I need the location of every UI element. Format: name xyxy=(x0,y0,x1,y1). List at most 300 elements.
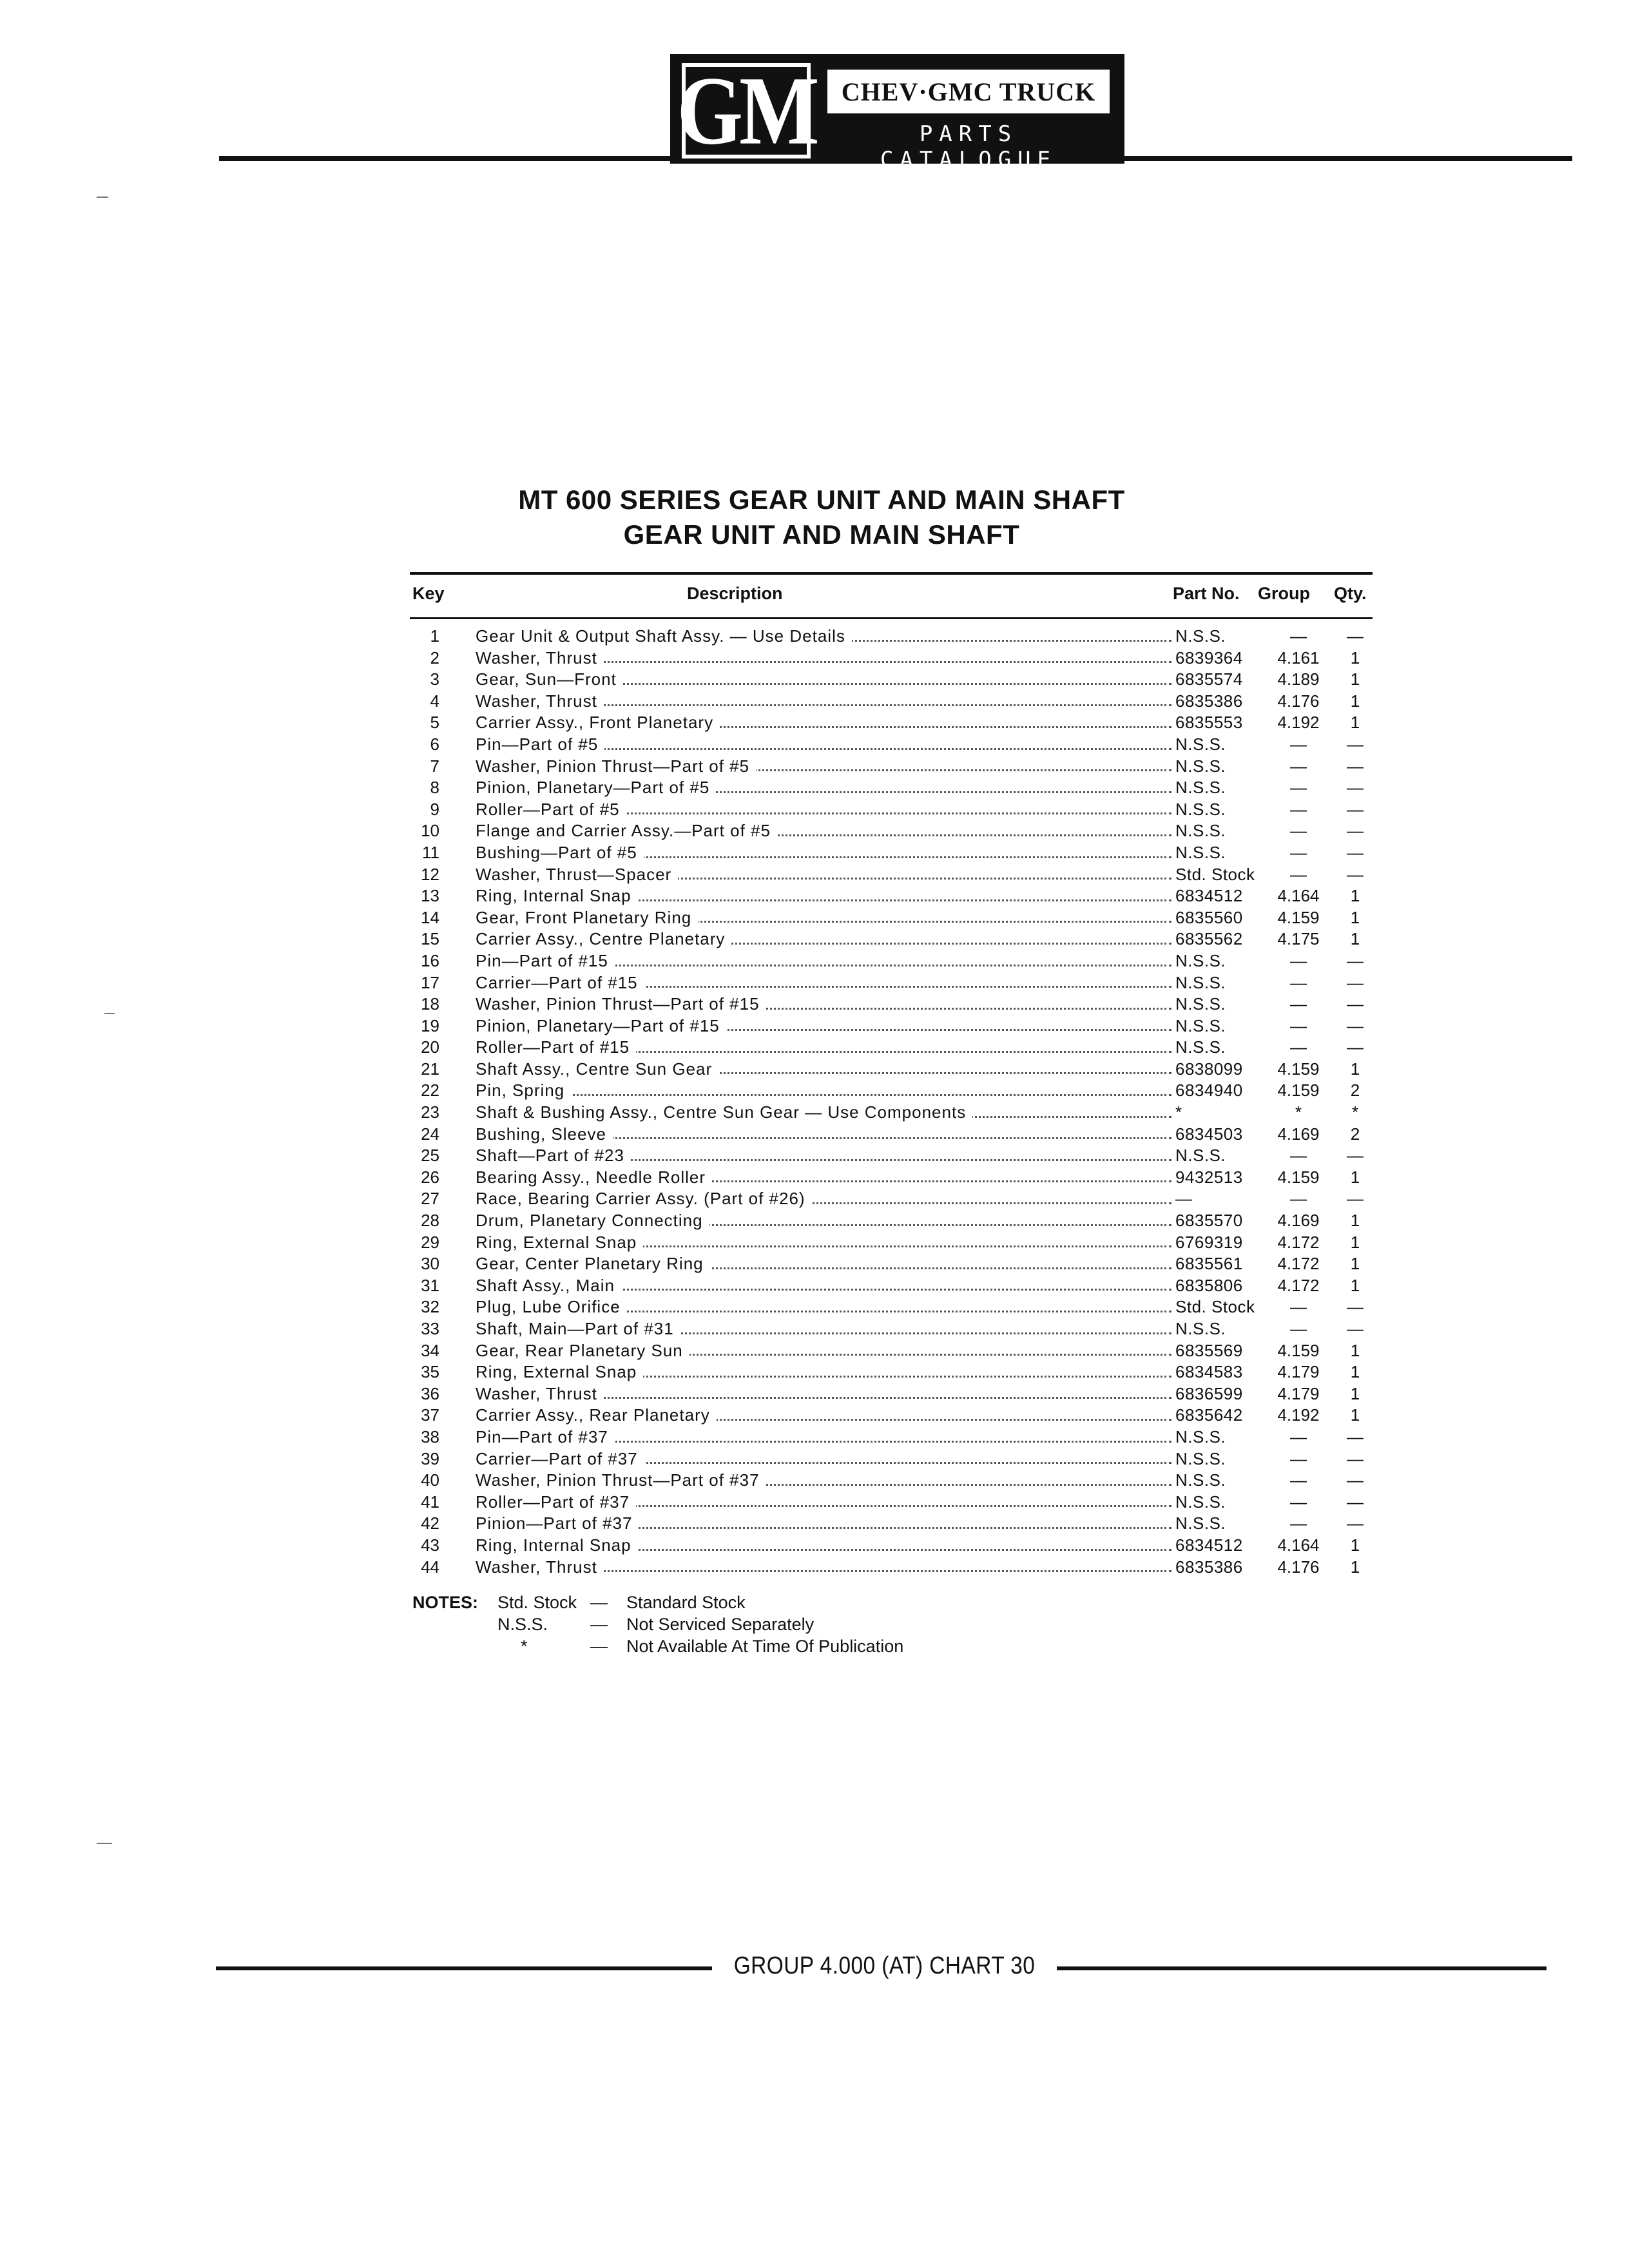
table-row xyxy=(410,669,1373,691)
row-key: 35 xyxy=(421,1362,439,1382)
row-description xyxy=(476,1232,1179,1254)
row-group: 4.176 xyxy=(1277,1557,1320,1577)
row-group: — xyxy=(1290,972,1307,992)
margin-speck xyxy=(97,1843,112,1844)
row-description xyxy=(476,1210,1179,1232)
table-row xyxy=(410,1167,1373,1189)
row-qty: 1 xyxy=(1350,1405,1360,1425)
note-meaning: Standard Stock xyxy=(626,1593,746,1612)
row-part-no: 6834512 xyxy=(1175,886,1243,906)
row-description-text: Drum, Planetary Connecting xyxy=(476,1211,709,1230)
row-description xyxy=(476,907,1179,929)
row-description-text: Roller—Part of #5 xyxy=(476,800,626,819)
row-key: 6 xyxy=(430,734,439,754)
row-group: — xyxy=(1290,821,1307,841)
row-description-text: Gear, Center Planetary Ring xyxy=(476,1254,710,1273)
table-row xyxy=(410,1145,1373,1167)
row-key: 20 xyxy=(421,1037,439,1057)
row-part-no: N.S.S. xyxy=(1175,1037,1226,1057)
row-description-text: Gear, Front Planetary Ring xyxy=(476,908,698,927)
row-part-no: 6835562 xyxy=(1175,929,1243,949)
row-description-text: Plug, Lube Orifice xyxy=(476,1297,627,1316)
table-row xyxy=(410,1405,1373,1427)
row-key: 7 xyxy=(430,756,439,776)
row-description-text: Ring, Internal Snap xyxy=(476,1535,638,1555)
row-description xyxy=(476,1535,1179,1557)
row-description-text: Carrier—Part of #37 xyxy=(476,1449,644,1468)
row-qty: 1 xyxy=(1350,929,1360,949)
margin-speck xyxy=(97,197,108,198)
row-key: 30 xyxy=(421,1254,439,1274)
row-key: 32 xyxy=(421,1297,439,1317)
table-row xyxy=(410,1059,1373,1081)
row-key: 2 xyxy=(430,648,439,668)
note-dash: — xyxy=(590,1637,608,1656)
row-part-no: N.S.S. xyxy=(1175,821,1226,841)
row-group: 4.179 xyxy=(1277,1362,1320,1382)
row-group: 4.172 xyxy=(1277,1232,1320,1252)
row-part-no: N.S.S. xyxy=(1175,626,1226,646)
row-group: 4.175 xyxy=(1277,929,1320,949)
row-qty: — xyxy=(1347,1514,1364,1533)
row-key: 37 xyxy=(421,1405,439,1425)
row-description-text: Ring, External Snap xyxy=(476,1362,643,1381)
row-description-text: Carrier Assy., Front Planetary xyxy=(476,713,720,732)
row-description-text: Pin, Spring xyxy=(476,1081,571,1100)
row-part-no: 6835561 xyxy=(1175,1254,1243,1274)
row-key: 5 xyxy=(430,713,439,733)
row-description xyxy=(476,648,1179,669)
row-description xyxy=(476,1124,1179,1146)
row-group: — xyxy=(1290,626,1307,646)
row-qty: 1 xyxy=(1350,1362,1360,1382)
table-row xyxy=(410,1275,1373,1297)
row-key: 18 xyxy=(421,994,439,1014)
row-description-text: Washer, Thrust xyxy=(476,1384,604,1403)
note-meaning: Not Serviced Separately xyxy=(626,1615,815,1634)
row-qty: — xyxy=(1347,1448,1364,1468)
table-header-rule xyxy=(410,617,1373,619)
row-qty: — xyxy=(1347,1015,1364,1035)
table-row xyxy=(410,799,1373,821)
table-row xyxy=(410,1492,1373,1514)
row-group: 4.164 xyxy=(1277,886,1320,906)
column-header-key: Key xyxy=(412,584,445,603)
row-description xyxy=(476,972,1179,994)
table-row xyxy=(410,972,1373,994)
row-description-text: Carrier Assy., Rear Planetary xyxy=(476,1405,717,1425)
row-description xyxy=(476,1448,1179,1470)
row-description xyxy=(476,1513,1179,1535)
row-description xyxy=(476,1296,1179,1318)
row-part-no: 6834583 xyxy=(1175,1362,1243,1382)
table-row xyxy=(410,1557,1373,1579)
row-description xyxy=(476,1427,1179,1448)
row-key: 14 xyxy=(421,907,439,927)
row-part-no: N.S.S. xyxy=(1175,778,1226,798)
row-qty: — xyxy=(1347,864,1364,884)
row-qty: — xyxy=(1347,821,1364,841)
row-qty: 1 xyxy=(1350,886,1360,906)
row-key: 11 xyxy=(422,842,439,862)
row-group: 4.159 xyxy=(1277,1059,1320,1079)
row-key: 26 xyxy=(421,1167,439,1187)
row-part-no: N.S.S. xyxy=(1175,1470,1226,1490)
row-description-text: Gear, Rear Planetary Sun xyxy=(476,1341,689,1360)
row-qty: 1 xyxy=(1350,691,1360,711)
row-description xyxy=(476,734,1179,756)
note-abbreviation: N.S.S. xyxy=(497,1615,548,1634)
gm-logo xyxy=(677,55,816,165)
row-description xyxy=(476,1188,1179,1210)
row-description-text: Flange and Carrier Assy.—Part of #5 xyxy=(476,821,777,840)
row-description xyxy=(476,1145,1179,1167)
parts-table xyxy=(410,572,1373,1578)
row-description-text: Gear, Sun—Front xyxy=(476,669,623,689)
row-description-text: Pinion, Planetary—Part of #5 xyxy=(476,778,716,797)
table-row xyxy=(410,1383,1373,1405)
row-description-text: Shaft—Part of #23 xyxy=(476,1146,631,1165)
row-key: 38 xyxy=(421,1427,439,1446)
row-qty: — xyxy=(1347,1319,1364,1338)
row-description-text: Shaft Assy., Main xyxy=(476,1276,621,1295)
row-qty: — xyxy=(1347,1427,1364,1446)
row-description xyxy=(476,1557,1179,1579)
table-row xyxy=(410,1448,1373,1470)
row-group: * xyxy=(1295,1102,1302,1122)
row-key: 8 xyxy=(430,778,439,798)
row-key: 41 xyxy=(421,1492,439,1512)
row-group: — xyxy=(1290,734,1307,754)
page-title: MT 600 SERIES GEAR UNIT AND MAIN SHAFT xyxy=(518,485,1125,515)
row-qty: * xyxy=(1351,1102,1359,1122)
row-description xyxy=(476,1340,1179,1362)
row-description xyxy=(476,1470,1179,1492)
row-part-no: N.S.S. xyxy=(1175,842,1226,862)
row-qty: 1 xyxy=(1350,1167,1360,1187)
column-header-part-no: Part No. xyxy=(1173,584,1240,603)
table-row xyxy=(410,907,1373,929)
row-part-no: 6835553 xyxy=(1175,713,1243,733)
row-key: 25 xyxy=(421,1146,439,1166)
table-row xyxy=(410,950,1373,972)
row-qty: — xyxy=(1347,1189,1364,1209)
row-group: — xyxy=(1290,1319,1307,1338)
row-part-no: N.S.S. xyxy=(1175,1015,1226,1035)
row-part-no: N.S.S. xyxy=(1175,994,1226,1014)
row-qty: — xyxy=(1347,756,1364,776)
table-row xyxy=(410,1188,1373,1210)
row-part-no: N.S.S. xyxy=(1175,734,1226,754)
gm-logo-text: GM xyxy=(677,55,816,165)
row-key: 19 xyxy=(421,1015,439,1035)
row-key: 27 xyxy=(421,1189,439,1209)
row-description-text: Washer, Thrust xyxy=(476,1557,604,1577)
table-row xyxy=(410,1080,1373,1102)
row-qty: 1 xyxy=(1350,648,1360,668)
row-qty: — xyxy=(1347,1492,1364,1512)
row-part-no: 6834503 xyxy=(1175,1124,1243,1144)
row-part-no: N.S.S. xyxy=(1175,1427,1226,1446)
row-description-text: Bushing—Part of #5 xyxy=(476,843,644,862)
row-description-text: Ring, Internal Snap xyxy=(476,886,638,905)
row-key: 21 xyxy=(421,1059,439,1079)
row-description xyxy=(476,842,1179,864)
note-item xyxy=(497,1591,746,1613)
row-qty: 1 xyxy=(1350,1275,1360,1295)
row-key: 24 xyxy=(421,1124,439,1144)
column-header-qty: Qty. xyxy=(1334,584,1367,603)
margin-speck xyxy=(104,1013,115,1014)
row-description-text: Ring, External Snap xyxy=(476,1233,643,1252)
table-row xyxy=(410,864,1373,886)
row-group: — xyxy=(1290,1189,1307,1209)
row-group: — xyxy=(1290,1470,1307,1490)
table-row xyxy=(410,1015,1373,1037)
row-group: 4.169 xyxy=(1277,1124,1320,1144)
row-group: 4.161 xyxy=(1277,648,1320,668)
row-part-no: * xyxy=(1175,1102,1182,1122)
row-description-text: Shaft Assy., Centre Sun Gear xyxy=(476,1059,718,1079)
row-description-text: Washer, Thrust xyxy=(476,648,604,668)
table-row xyxy=(410,691,1373,713)
table-row xyxy=(410,1535,1373,1557)
table-row xyxy=(410,885,1373,907)
row-qty: 2 xyxy=(1350,1124,1360,1144)
row-part-no: Std. Stock xyxy=(1175,1297,1255,1317)
row-group: 4.179 xyxy=(1277,1383,1320,1403)
row-group: — xyxy=(1290,842,1307,862)
row-group: — xyxy=(1290,1037,1307,1057)
row-key: 31 xyxy=(421,1275,439,1295)
row-group: 4.192 xyxy=(1277,1405,1320,1425)
row-group: 4.159 xyxy=(1277,1167,1320,1187)
table-row xyxy=(410,734,1373,756)
row-group: — xyxy=(1290,1448,1307,1468)
row-key: 17 xyxy=(421,972,439,992)
row-key: 10 xyxy=(421,821,439,841)
row-key: 40 xyxy=(421,1470,439,1490)
row-part-no: N.S.S. xyxy=(1175,1319,1226,1338)
row-qty: 1 xyxy=(1350,669,1360,689)
row-group: 4.169 xyxy=(1277,1211,1320,1231)
row-description xyxy=(476,928,1179,950)
row-description-text: Pinion—Part of #37 xyxy=(476,1514,639,1533)
row-qty: — xyxy=(1347,994,1364,1014)
row-key: 4 xyxy=(430,691,439,711)
row-group: — xyxy=(1290,1492,1307,1512)
row-description-text: Roller—Part of #37 xyxy=(476,1492,636,1512)
row-part-no: 6835386 xyxy=(1175,691,1243,711)
row-description-text: Washer, Thrust xyxy=(476,691,604,711)
row-description xyxy=(476,799,1179,821)
row-qty: 1 xyxy=(1350,907,1360,927)
note-dash: — xyxy=(590,1615,608,1634)
table-row xyxy=(410,1340,1373,1362)
row-group: — xyxy=(1290,1146,1307,1166)
row-group: — xyxy=(1290,1514,1307,1533)
brand-panel xyxy=(825,67,1112,116)
note-meaning: Not Available At Time Of Publication xyxy=(626,1637,904,1656)
row-group: — xyxy=(1290,799,1307,819)
note-item xyxy=(497,1635,903,1657)
table-row xyxy=(410,1361,1373,1383)
row-part-no: 6834940 xyxy=(1175,1081,1243,1100)
table-row xyxy=(410,712,1373,734)
row-part-no: N.S.S. xyxy=(1175,972,1226,992)
row-description xyxy=(476,1383,1179,1405)
brand-name: CHEV·GMC TRUCK xyxy=(841,77,1096,106)
row-key: 1 xyxy=(430,626,439,646)
row-part-no: 6839364 xyxy=(1175,648,1243,668)
row-group: 4.192 xyxy=(1277,713,1320,733)
row-part-no: 6834512 xyxy=(1175,1535,1243,1555)
row-qty: 1 xyxy=(1350,713,1360,733)
table-row xyxy=(410,1318,1373,1340)
table-row xyxy=(410,994,1373,1015)
row-description-text: Bearing Assy., Needle Roller xyxy=(476,1168,712,1187)
row-qty: — xyxy=(1347,734,1364,754)
row-key: 42 xyxy=(421,1514,439,1533)
row-key: 34 xyxy=(421,1340,439,1360)
table-body xyxy=(410,626,1373,1578)
row-part-no: N.S.S. xyxy=(1175,1448,1226,1468)
table-row xyxy=(410,1124,1373,1146)
table-row xyxy=(410,777,1373,799)
table-row xyxy=(410,1210,1373,1232)
row-description xyxy=(476,756,1179,778)
row-qty: 1 xyxy=(1350,1254,1360,1274)
row-part-no: N.S.S. xyxy=(1175,756,1226,776)
row-description xyxy=(476,1102,1179,1124)
table-row xyxy=(410,756,1373,778)
row-key: 44 xyxy=(421,1557,439,1577)
row-part-no: — xyxy=(1175,1189,1193,1209)
footer-rule-right xyxy=(1057,1966,1547,1970)
row-key: 36 xyxy=(421,1383,439,1403)
row-key: 39 xyxy=(421,1448,439,1468)
row-description xyxy=(476,1037,1179,1059)
row-part-no: 6838099 xyxy=(1175,1059,1243,1079)
row-description-text: Pin—Part of #37 xyxy=(476,1427,615,1446)
table-row xyxy=(410,1296,1373,1318)
row-description-text: Gear Unit & Output Shaft Assy. — Use Details xyxy=(476,626,852,646)
note-abbreviation: Std. Stock xyxy=(497,1593,577,1612)
row-description xyxy=(476,777,1179,799)
note-dash: — xyxy=(590,1593,608,1612)
row-group: 4.189 xyxy=(1277,669,1320,689)
row-part-no: 6835560 xyxy=(1175,907,1243,927)
table-row xyxy=(410,1427,1373,1448)
row-description-text: Pin—Part of #15 xyxy=(476,951,615,970)
row-description xyxy=(476,1492,1179,1514)
row-part-no: N.S.S. xyxy=(1175,799,1226,819)
row-description xyxy=(476,1167,1179,1189)
row-group: — xyxy=(1290,994,1307,1014)
footer-chart-reference: GROUP 4.000 (AT) CHART 30 xyxy=(733,1952,1036,1979)
row-key: 16 xyxy=(421,950,439,970)
row-description-text: Carrier Assy., Centre Planetary xyxy=(476,929,731,948)
row-description-text: Washer, Pinion Thrust—Part of #15 xyxy=(476,994,766,1014)
row-part-no: 6835569 xyxy=(1175,1340,1243,1360)
catalogue-subtitle: PARTS CATALOGUE xyxy=(880,121,1057,173)
table-row xyxy=(410,648,1373,669)
row-key: 12 xyxy=(421,864,439,884)
row-qty: 1 xyxy=(1350,1557,1360,1577)
row-qty: 1 xyxy=(1350,1232,1360,1252)
table-row xyxy=(410,820,1373,842)
column-header-group: Group xyxy=(1258,584,1310,603)
row-group: — xyxy=(1290,864,1307,884)
row-qty: — xyxy=(1347,799,1364,819)
table-row xyxy=(410,1232,1373,1254)
gm-logo-block xyxy=(670,54,1124,173)
row-qty: — xyxy=(1347,1470,1364,1490)
row-part-no: N.S.S. xyxy=(1175,1146,1226,1166)
row-description xyxy=(476,1059,1179,1081)
row-part-no: 6835570 xyxy=(1175,1211,1243,1231)
row-part-no: 6835806 xyxy=(1175,1275,1243,1295)
page-subtitle: GEAR UNIT AND MAIN SHAFT xyxy=(623,519,1020,550)
notes-label: NOTES: xyxy=(412,1593,479,1612)
row-description xyxy=(476,712,1179,734)
row-description xyxy=(476,1080,1179,1102)
table-header xyxy=(410,575,1373,617)
row-qty: 1 xyxy=(1350,1211,1360,1231)
row-part-no: 6836599 xyxy=(1175,1383,1243,1403)
row-qty: — xyxy=(1347,950,1364,970)
row-part-no: 6835574 xyxy=(1175,669,1243,689)
row-description xyxy=(476,1405,1179,1427)
row-description xyxy=(476,1318,1179,1340)
table-row xyxy=(410,1253,1373,1275)
row-part-no: 6835386 xyxy=(1175,1557,1243,1577)
row-description xyxy=(476,950,1179,972)
row-qty: — xyxy=(1347,842,1364,862)
row-description xyxy=(476,885,1179,907)
row-key: 29 xyxy=(421,1232,439,1252)
row-group: 4.172 xyxy=(1277,1275,1320,1295)
row-description xyxy=(476,626,1179,648)
row-key: 43 xyxy=(421,1535,439,1555)
row-key: 3 xyxy=(430,669,439,689)
row-part-no: N.S.S. xyxy=(1175,1514,1226,1533)
row-group: 4.176 xyxy=(1277,691,1320,711)
row-part-no: 6835642 xyxy=(1175,1405,1243,1425)
table-row xyxy=(410,626,1373,648)
row-group: 4.159 xyxy=(1277,907,1320,927)
row-description xyxy=(476,864,1179,886)
note-abbreviation: * xyxy=(521,1637,528,1656)
row-description-text: Shaft, Main—Part of #31 xyxy=(476,1319,680,1338)
table-row xyxy=(410,842,1373,864)
row-group: 4.164 xyxy=(1277,1535,1320,1555)
row-group: — xyxy=(1290,1015,1307,1035)
row-qty: — xyxy=(1347,1037,1364,1057)
row-qty: 1 xyxy=(1350,1059,1360,1079)
column-header-description: Description xyxy=(687,584,783,603)
row-qty: 1 xyxy=(1350,1535,1360,1555)
row-group: — xyxy=(1290,1427,1307,1446)
row-qty: — xyxy=(1347,778,1364,798)
row-group: — xyxy=(1290,756,1307,776)
row-group: 4.159 xyxy=(1277,1081,1320,1100)
row-qty: — xyxy=(1347,972,1364,992)
row-part-no: N.S.S. xyxy=(1175,1492,1226,1512)
table-row xyxy=(410,1470,1373,1492)
row-key: 13 xyxy=(421,886,439,906)
table-row xyxy=(410,1037,1373,1059)
